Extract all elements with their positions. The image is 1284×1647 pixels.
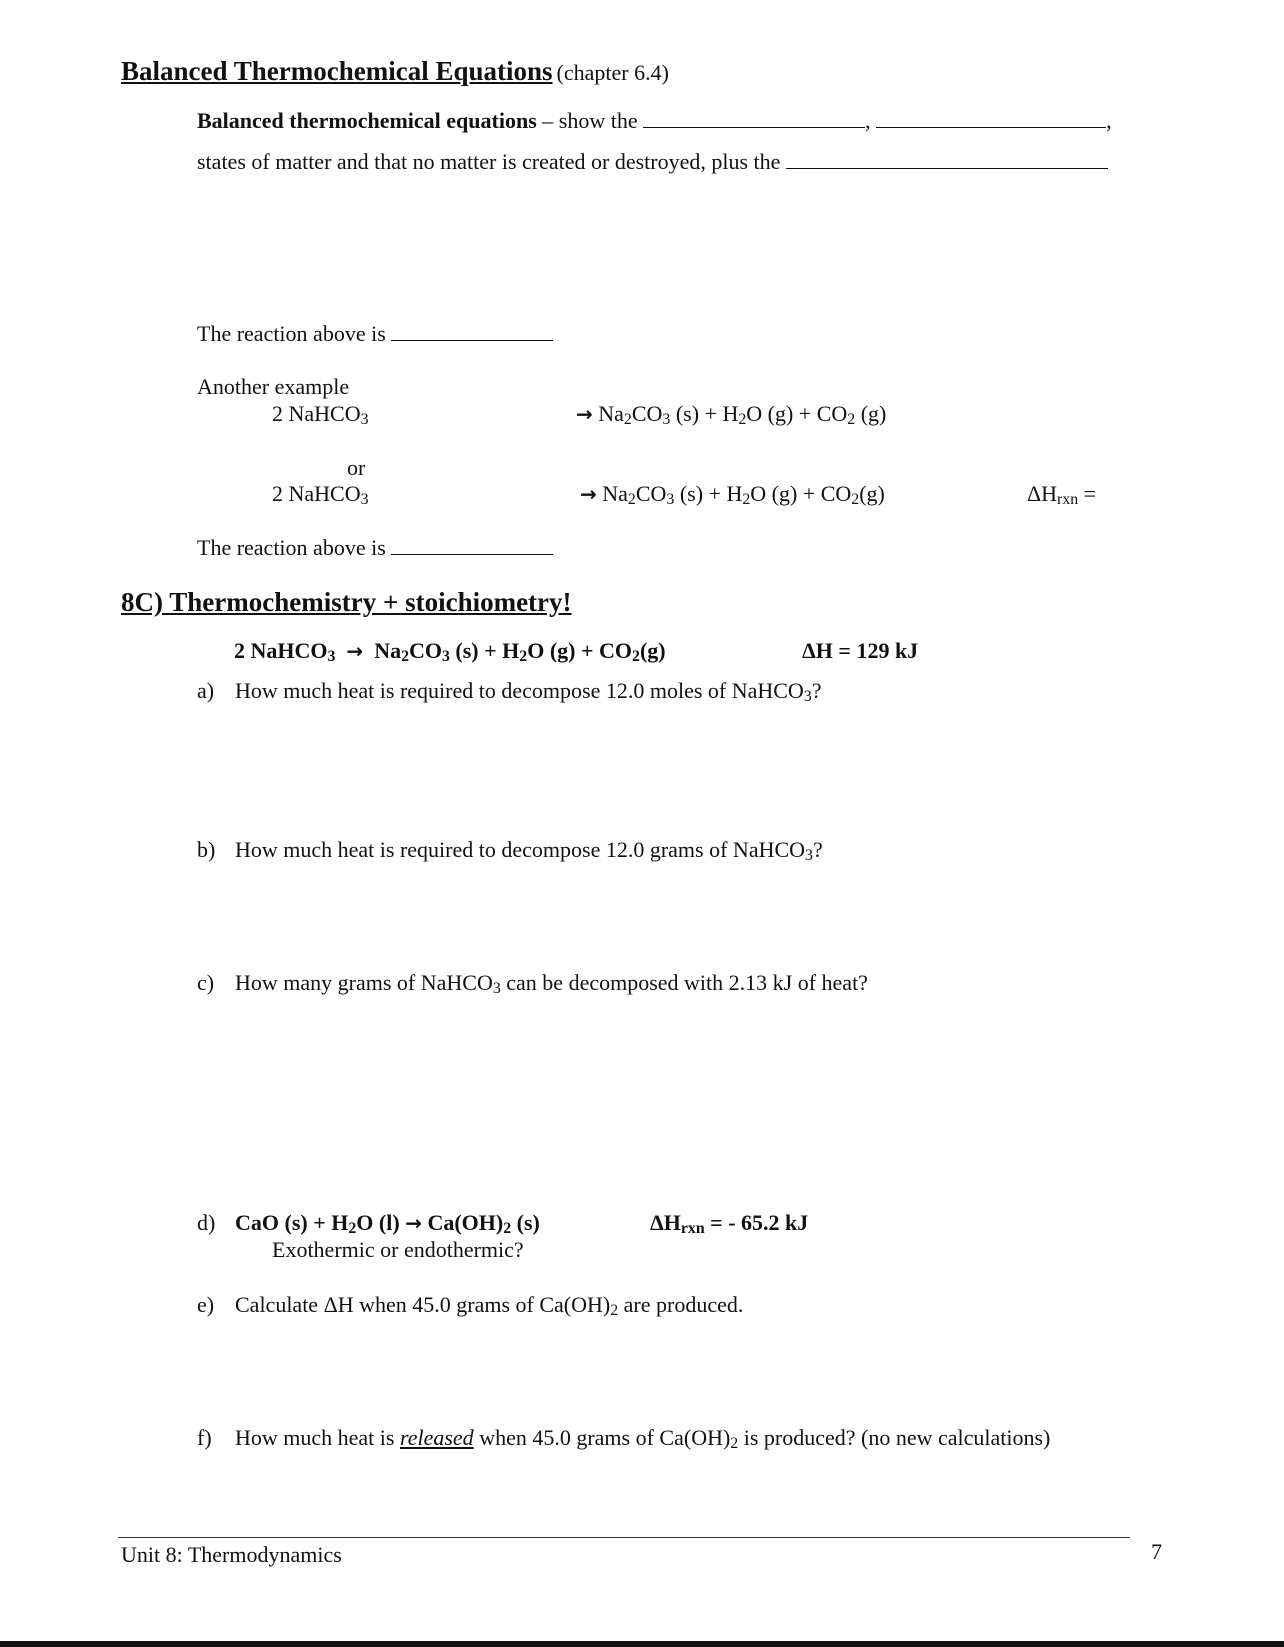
or-label: or <box>347 455 366 480</box>
question-d-delta-h <box>650 1210 808 1236</box>
reactant-formula-2: 2 NaHCO <box>272 481 361 506</box>
question-d <box>197 1210 540 1236</box>
example-products-1: → $Na_2CO_3$ $(s) + H_2O$ $(g) + CO_2$ (g) <box>576 401 887 428</box>
given-arrow-icon: → <box>346 639 364 663</box>
section-heading <box>121 56 669 87</box>
question-c-text-pre: How many grams of NaHCO <box>235 970 493 995</box>
blank-3[interactable] <box>786 167 1108 169</box>
definition-show-the: – show the <box>536 108 644 133</box>
reactant-subscript: 3 <box>360 410 369 428</box>
given-equation: 2 NaHCO$_3$ → $Na_2CO_3$ $(s) + H_2O$ $(g) + CO_2(g)$ <box>234 638 666 665</box>
question-a: a) How much heat is required to decompose 12.0 moles of NaHCO$_3$? <box>197 678 822 705</box>
comma-2: , <box>1106 108 1112 133</box>
question-d-arrow-icon: → <box>405 1211 422 1235</box>
reactant-formula: 2 NaHCO <box>272 401 361 426</box>
another-example-label: Another example <box>197 374 350 399</box>
reaction-type-prompt-2 <box>197 535 553 561</box>
reaction-arrow-icon-2: → <box>580 482 597 506</box>
delta-h-subscript: rxn <box>1057 490 1079 508</box>
question-d-equation: CaO $(s) + H_2O$ $(l) \to Ca(OH)_2$ (s) <box>235 1210 540 1237</box>
question-f: f) How much heat is released when 45.0 grams of $Ca(OH)_2$ is produced? (no new calculations) <box>197 1425 1051 1452</box>
question-e-text-pre: Calculate ΔH when 45.0 grams of Ca(OH) <box>235 1292 611 1317</box>
reaction-prompt-text-2: The reaction above is <box>197 535 386 560</box>
question-f-text-pre: How much heat is <box>235 1425 400 1450</box>
blank-reaction-type-1[interactable] <box>391 339 553 341</box>
question-e: e) Calculate ΔH when 45.0 grams of $Ca(OH)_2$ are produced. <box>197 1292 744 1319</box>
comma-1: , <box>865 108 871 133</box>
question-f-text-end: is produced? (no new calculations) <box>738 1425 1051 1450</box>
blank-2[interactable] <box>876 126 1106 128</box>
bottom-edge-bar <box>0 1641 1284 1647</box>
footer-page-number: 7 <box>1151 1539 1162 1564</box>
question-b-end: ? <box>812 837 823 862</box>
question-b-text: How much heat is required to decompose 12.0 grams of NaHCO <box>235 837 806 862</box>
question-d-label: d) <box>197 1210 216 1235</box>
section-8c-title: 8C) Thermochemistry + stoichiometry! <box>121 587 572 617</box>
question-f-label: f) <box>197 1425 212 1450</box>
reaction-prompt-text: The reaction above is <box>197 321 386 346</box>
question-d-dh-symbol: ΔH <box>650 1210 681 1235</box>
blank-1[interactable] <box>643 126 865 128</box>
question-d-dh-subscript: rxn <box>680 1219 705 1237</box>
example-reactant-1 <box>272 401 369 427</box>
question-e-text-post: are produced. <box>618 1292 744 1317</box>
question-f-emphasis: released <box>399 1425 474 1450</box>
given-delta-h: ΔH = 129 kJ <box>802 638 919 663</box>
question-a-text: How much heat is required to decompose 12.0 moles of NaHCO <box>235 678 804 703</box>
delta-h-symbol: ΔH <box>1027 481 1058 506</box>
question-c-label: c) <box>197 970 215 995</box>
question-d-subquestion: Exothermic or endothermic? <box>272 1237 524 1262</box>
heading-chapter: (chapter 6.4) <box>556 60 669 85</box>
question-c-text-post: can be decomposed with 2.13 kJ of heat? <box>500 970 868 995</box>
heading-title: Balanced Thermochemical Equations <box>121 56 553 86</box>
question-d-dh-value: = - 65.2 kJ <box>704 1210 809 1235</box>
definition-line-2 <box>197 149 1108 175</box>
reaction-type-prompt-1 <box>197 321 553 347</box>
question-b-label: b) <box>197 837 216 862</box>
reactant-subscript-2: 3 <box>360 490 369 508</box>
footer-divider <box>118 1537 1130 1538</box>
reaction-arrow-icon: → <box>576 402 593 426</box>
definition-line-1 <box>197 108 1112 134</box>
question-a-end: ? <box>811 678 822 703</box>
question-a-label: a) <box>197 678 215 703</box>
question-f-text-post: when 45.0 grams of Ca(OH) <box>473 1425 731 1450</box>
definition-term: Balanced thermochemical equations <box>197 108 537 133</box>
example-products-2: → $Na_2CO_3$ $(s) + H_2O$ $(g) + CO_2(g)$ <box>580 481 885 508</box>
definition-line-2-text: states of matter and that no matter is created or destroyed, plus the <box>197 149 781 174</box>
example-reactant-2 <box>272 481 369 507</box>
question-b: b) How much heat is required to decompose 12.0 grams of NaHCO$_3$? <box>197 837 823 864</box>
delta-h-equals: = <box>1078 481 1097 506</box>
question-c: c) How many grams of NaHCO$_3$ can be decomposed with 2.13 kJ of heat? <box>197 970 868 997</box>
footer-unit: Unit 8: Thermodynamics <box>121 1542 342 1567</box>
blank-reaction-type-2[interactable] <box>391 553 553 555</box>
delta-h-rxn-blank <box>1027 481 1096 507</box>
question-e-label: e) <box>197 1292 215 1317</box>
